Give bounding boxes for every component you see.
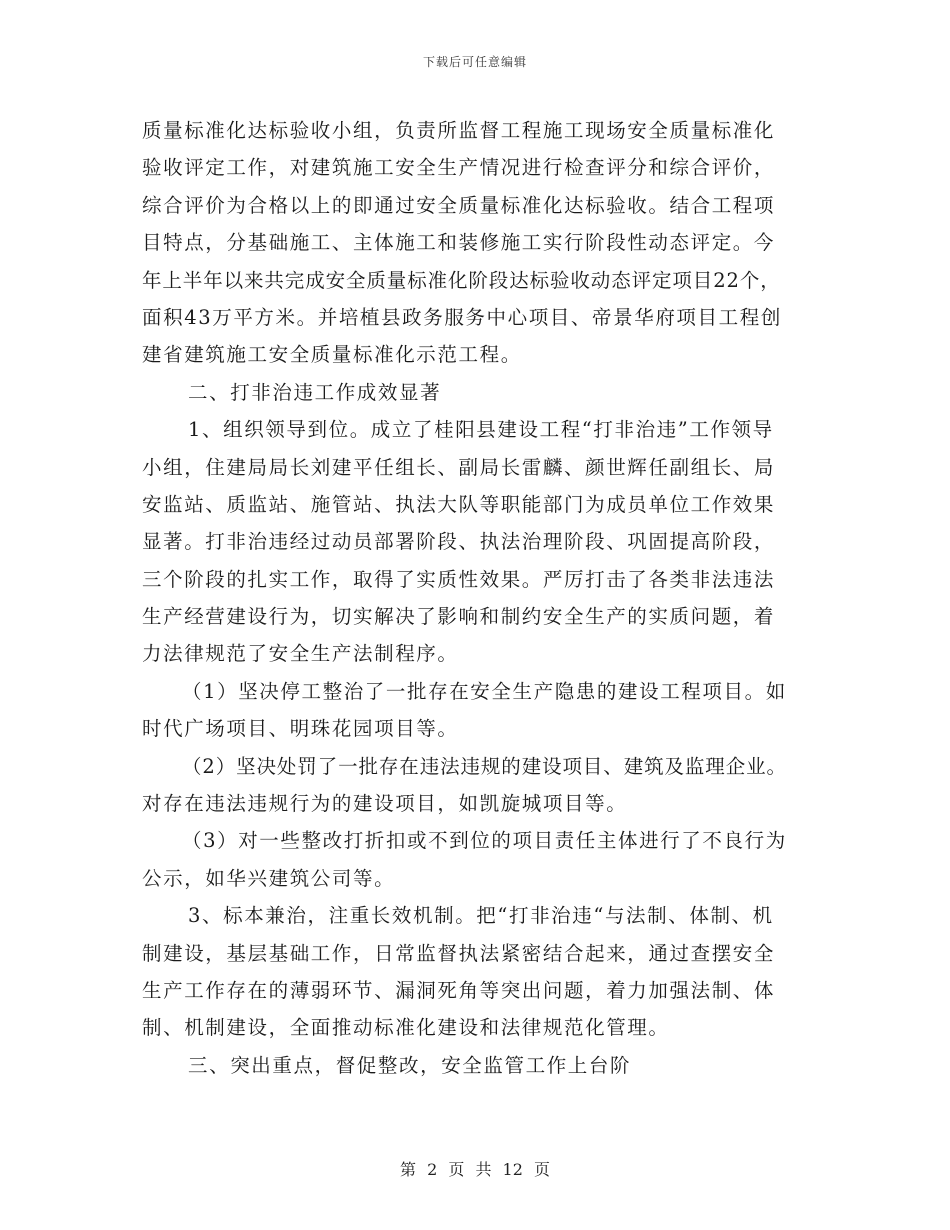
body-line: （2）坚决处罚了一批存在违法违规的建设项目、建筑及监理企业。 <box>182 754 787 778</box>
page-header: 下载后可任意编辑 <box>422 55 527 69</box>
document-body <box>142 112 822 1084</box>
section-heading: 二、打非治违工作成效显著 <box>188 380 442 404</box>
body-line: （1）坚决停工整治了一批存在安全生产隐患的建设工程项目。如 <box>182 679 787 703</box>
body-line: 1、组织领导到位。成立了桂阳县建设工程“打非治违”工作领导 <box>188 418 774 442</box>
body-line: 小组，住建局局长刘建平任组长、副局长雷麟、颜世辉任副组长、局 <box>142 455 776 479</box>
body-line: 对存在违法违规行为的建设项目，如凯旋城项目等。 <box>142 792 628 816</box>
body-line: 生产工作存在的薄弱环节、漏洞死角等突出问题，着力加强法制、体 <box>142 978 776 1002</box>
body-line: 安监站、质监站、施管站、执法大队等职能部门为成员单位工作效果 <box>142 492 776 516</box>
body-line: 年上半年以来共完成安全质量标准化阶段达标验收动态评定项目22个， <box>142 268 781 292</box>
body-line: 制建设，基层基础工作，日常监督执法紧密结合起来，通过查摆安全 <box>142 941 776 965</box>
body-line: 3、标本兼治，注重长效机制。把“打非治违“与法制、体制、机 <box>188 904 774 928</box>
page-number: 第 2 页 共 12 页 <box>400 1160 550 1179</box>
body-line: 生产经营建设行为，切实解决了影响和制约安全生产的实质问题，着 <box>142 605 776 629</box>
body-line: 制、机制建设，全面推动标准化建设和法律规范化管理。 <box>142 1016 670 1040</box>
body-line: 力法律规范了安全生产法制程序。 <box>142 642 459 666</box>
body-line: 质量标准化达标验收小组，负责所监督工程施工现场安全质量标准化 <box>142 119 776 142</box>
body-line: 面积43万平方米。并培植县政务服务中心项目、帝景华府项目工程创 <box>142 305 782 329</box>
body-line: 建省建筑施工安全质量标准化示范工程。 <box>142 343 522 367</box>
body-line: 三个阶段的扎实工作，取得了实质性效果。严厉打击了各类非法违法 <box>142 567 776 591</box>
body-line: 综合评价为合格以上的即通过安全质量标准化达标验收。结合工程项 <box>142 193 776 217</box>
body-line: 显著。打非治违经过动员部署阶段、执法治理阶段、巩固提高阶段， <box>142 530 776 554</box>
body-line: 时代广场项目、明珠花园项目等。 <box>142 717 459 741</box>
section-heading: 三、突出重点，督促整改，安全监管工作上台阶 <box>188 1053 632 1077</box>
body-line: 验收评定工作，对建筑施工安全生产情况进行检查评分和综合评价， <box>142 156 776 180</box>
body-line: （3）对一些整改打折扣或不到位的项目责任主体进行了不良行为 <box>182 829 787 853</box>
body-line: 目特点，分基础施工、主体施工和装修施工实行阶段性动态评定。今 <box>142 231 776 255</box>
body-line: 公示，如华兴建筑公司等。 <box>142 866 396 890</box>
